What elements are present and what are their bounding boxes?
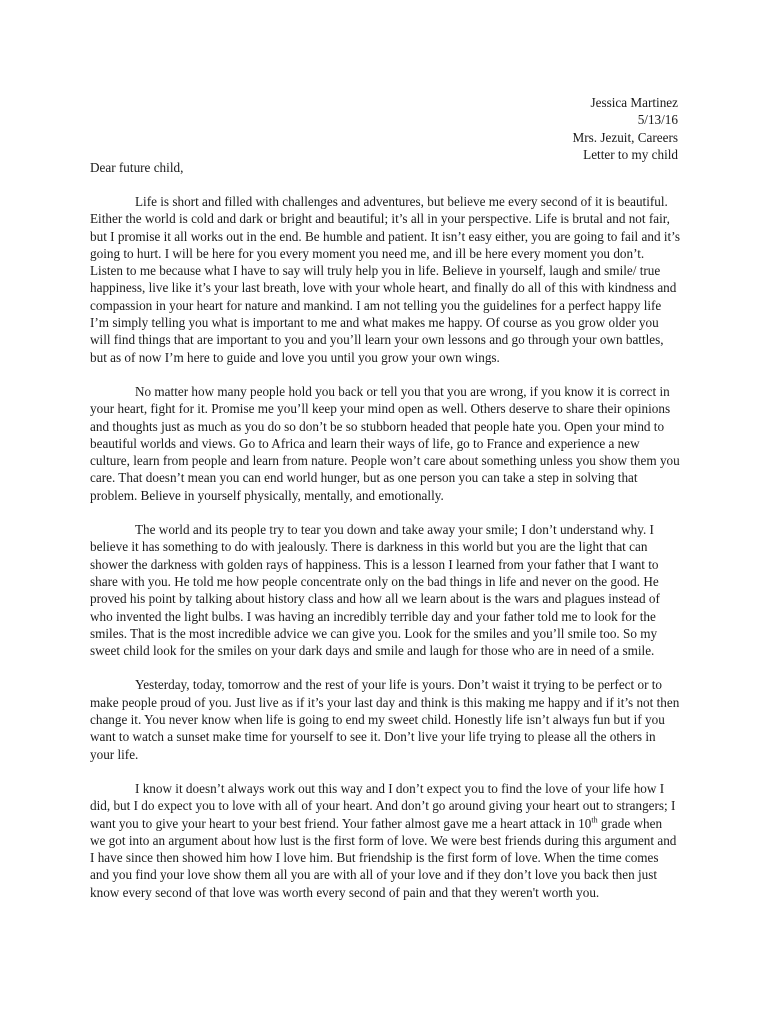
letter-date: 5/13/16 bbox=[637, 112, 678, 128]
letter-title: Letter to my child bbox=[583, 146, 678, 162]
paragraph-5-part-1: I know it doesn’t always work out this way and I don’t expect you to find the love of your life how I did, but I do expect you to love with all of your heart. And don’t go around giving your heart out to strangers; I want you to give your heart to your best friend. Your father almost gave me a heart attack in 10 bbox=[90, 780, 676, 831]
author-name: Jessica Martinez bbox=[590, 95, 678, 110]
paragraph-5-part-2: grade when we got into an argument about how lust is the first form of love. We were best friends during this argument and I have since then showed him how I love him. But friendship is the first form of love. When the time comes and you find your love show them all you are with all of your love and if they don’t love you back then just know every second of that love was worth every second of pain and that they weren't worth you. bbox=[90, 815, 677, 900]
ordinal-superscript: th bbox=[591, 815, 598, 825]
paragraph-2: No matter how many people hold you back or tell you that you are wrong, if you know it is correct in your heart, fight for it. Promise me you’ll keep your mind open as well. Others deserve to share their opinions and thoughts just as much as you do so don’t be so stubborn headed that people hate you. Open your mind to beautiful worlds and views. Go to Africa and learn their ways of life, go to France and experience a new culture, learn from people and learn from nature. People won’t care about something unless you show them you care. That doesn’t mean you can end world hunger, but as one person you can take a step in solving that problem. Believe in yourself physically, mentally, and emotionally. bbox=[90, 383, 680, 503]
paragraph-1: Life is short and filled with challenges and adventures, but believe me every second of it is beautiful. Either the world is cold and dark or bright and beautiful; it’s all in your perspective. Life is brutal and not fair, but I promise it all works out in the end. Be humble and patient. It isn’t easy either, you are going to fail and it’s going to hurt. I will be here for you every moment you need me, and ill be here every moment you don’t. Listen to me because what I have to say will truly help you in life. Believe in yourself, laugh and smile/ true happiness, live like it’s your last breath, love with your whole heart, and finally do all of this with kindness and compassion in your heart for nature and mankind. I am not telling you the guidelines for a perfect happy life I’m simply telling you what is important to me and what makes me happy. Of course as you grow older you will find things that are important to you and you’ll learn your own lessons and go through your own battles, but as of now I’m here to guide and love you until you grow your own wings. bbox=[90, 194, 680, 365]
letter-body bbox=[90, 193, 680, 918]
paragraph-3: The world and its people try to tear you down and take away your smile; I don’t understand why. I believe it has something to do with jealously. There is darkness in this world but you are the light that can shower the darkness with golden rays of happiness. This is a lesson I learned from your father that I want to share with you. He told me how people concentrate only on the bad things in life and never on the good. He proved his point by talking about history class and how all we learn about is the wars and plagues instead of who invented the light bulbs. I was having an incredibly terrible day and your father told me to look for the smiles. That is the most incredible advice we can give you. Look for the smiles and you’ll smile too. So my sweet child look for the smiles on your dark days and smile and laugh for those who are in need of a smile. bbox=[90, 522, 660, 659]
course-name: Mrs. Jezuit, Careers bbox=[572, 129, 678, 145]
letter-header bbox=[573, 94, 678, 163]
paragraph-4: Yesterday, today, tomorrow and the rest of your life is yours. Don’t waist it trying to be perfect or to make people proud of you. Just live as if it’s your last day and think is this making me happy and if it’s not then change it. You never know when life is going to end my sweet child. Honestly life isn’t always fun but if you want to watch a sunset make time for yourself to see it. Don’t live your life trying to please all the others in your life. bbox=[90, 677, 680, 762]
paragraph-5 bbox=[90, 780, 680, 901]
salutation: Dear future child, bbox=[90, 160, 184, 175]
